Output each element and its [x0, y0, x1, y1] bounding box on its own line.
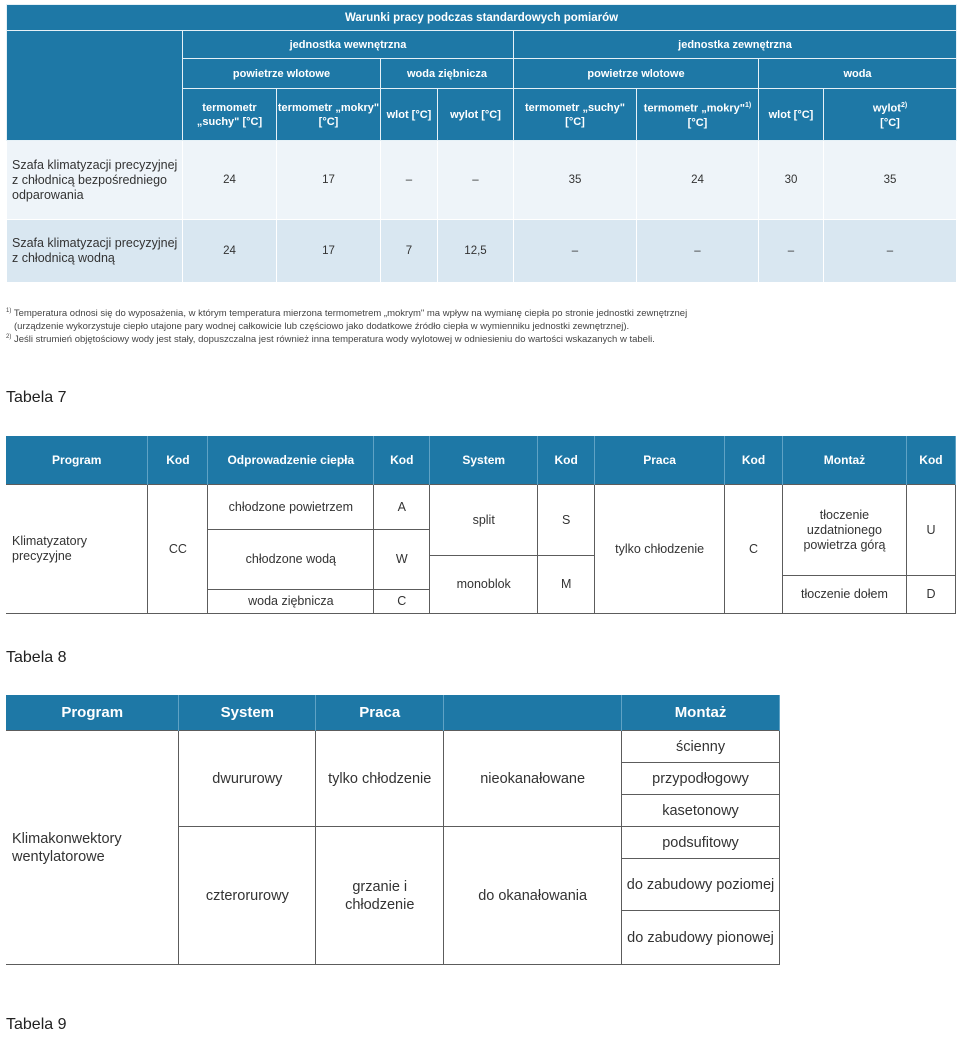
cell: 30	[759, 141, 824, 220]
footnote-1	[6, 308, 687, 319]
cell: 35	[824, 141, 957, 220]
col-dry-1: termometr „suchy" [°C]	[183, 89, 277, 141]
header-system: System	[179, 695, 316, 731]
col-outlet-2-text: wylot	[872, 102, 901, 115]
row-label: Szafa klimatyzacji precyzyjnej z chłodnicą wodną	[7, 220, 183, 283]
mount-option: kasetonowy	[622, 795, 780, 827]
cell: –	[514, 220, 637, 283]
cell: 24	[183, 141, 277, 220]
header-mount: Montaż	[783, 436, 907, 485]
header-system: System	[430, 436, 538, 485]
header-heat-rejection: Odprowadzenie ciepła	[208, 436, 374, 485]
cell: 17	[277, 141, 381, 220]
col-wet-2	[637, 89, 759, 141]
precision-ac-code-table	[6, 436, 956, 614]
header-mount: Montaż	[622, 695, 780, 731]
caption-table-7: Tabela 7	[6, 389, 67, 406]
footnote-1-mark: 1)	[6, 308, 12, 314]
cell: –	[824, 220, 957, 283]
header-code: Kod	[374, 436, 430, 485]
header-program: Program	[6, 436, 148, 485]
header-work: Praca	[316, 695, 444, 731]
work-code: C	[725, 485, 783, 614]
system-option: split	[430, 485, 538, 556]
col-dry-2: termometr „suchy" [°C]	[514, 89, 637, 141]
header-code: Kod	[538, 436, 595, 485]
cell: –	[759, 220, 824, 283]
mount-option: ścienny	[622, 731, 780, 763]
mount-option: tłoczenie uzdatnionego powietrza górą	[783, 485, 907, 576]
program-cell: Klimatyzatory precyzyjne	[6, 485, 148, 614]
mount-option: do zabudowy pionowej	[622, 911, 780, 965]
footnote-mark-1: 1)	[744, 102, 752, 110]
cell: 12,5	[438, 220, 514, 283]
work-option: tylko chłodzenie	[595, 485, 725, 614]
col-outlet-2	[824, 89, 957, 141]
col-inlet-2: wlot [°C]	[759, 89, 824, 141]
caption-table-8: Tabela 8	[6, 649, 67, 666]
heat-option: chłodzone powietrzem	[208, 485, 374, 530]
header-code: Kod	[906, 436, 955, 485]
group-outdoor: jednostka zewnętrzna	[514, 31, 957, 59]
header-code: Kod	[725, 436, 783, 485]
system-option: monoblok	[430, 556, 538, 614]
system-option: dwururowy	[179, 731, 316, 827]
group-indoor: jednostka wewnętrzna	[183, 31, 514, 59]
cell: 17	[277, 220, 381, 283]
col-wet-2-unit: [°C]	[687, 116, 708, 129]
mount-option: do zabudowy poziomej	[622, 859, 780, 911]
program-code: CC	[148, 485, 208, 614]
col-outlet-1: wylot [°C]	[438, 89, 514, 141]
header-program: Program	[6, 695, 179, 731]
footnote-mark-2: 2)	[900, 102, 908, 110]
caption-table-9: Tabela 9	[6, 1016, 67, 1033]
table-row	[7, 141, 957, 220]
header-work: Praca	[595, 436, 725, 485]
heat-option: woda ziębnicza	[208, 590, 374, 614]
heat-option: chłodzone wodą	[208, 530, 374, 590]
footnote-2-text: Jeśli strumień objętościowy wody jest stały, dopuszczalna jest również inna temperatura wody wylotowej w odniesieniu do wartości wskazanych w tabeli.	[13, 334, 655, 346]
conditions-table	[6, 4, 957, 283]
subgroup-water: woda	[759, 59, 957, 89]
col-outlet-2-unit: [°C]	[880, 116, 900, 129]
mount-option: podsufitowy	[622, 827, 780, 859]
cell: 7	[381, 220, 438, 283]
heat-code: W	[374, 530, 430, 590]
cell: –	[637, 220, 759, 283]
table-row	[7, 220, 957, 283]
row-label: Szafa klimatyzacji precyzyjnej z chłodnicą bezpośredniego odparowania	[7, 141, 183, 220]
subgroup-chilled-water: woda ziębnicza	[381, 59, 514, 89]
footnote-1-cont: (urządzenie wykorzystuje ciepło utajone pary wodnej całkowicie lub częściowo jako dodatkowe źródło ciepła w wymienniku jednostki zewnętrznej).	[14, 321, 630, 332]
cell: –	[381, 141, 438, 220]
mount-code: U	[906, 485, 955, 576]
footnote-2-mark: 2)	[6, 334, 12, 340]
mount-code: D	[906, 576, 955, 614]
col-wet-2-text: termometr „mokry"	[643, 102, 745, 115]
mount-option: przypodłogowy	[622, 763, 780, 795]
work-option: tylko chłodzenie	[316, 731, 444, 827]
subgroup-indoor-air: powietrze wlotowe	[183, 59, 381, 89]
fan-coil-table	[6, 695, 780, 965]
program-cell: Klimakonwektory wentylatorowe	[6, 731, 179, 965]
header-code: Kod	[148, 436, 208, 485]
header-type	[444, 695, 622, 731]
cell: 24	[183, 220, 277, 283]
heat-code: C	[374, 590, 430, 614]
type-option: do okanałowania	[444, 827, 622, 965]
cell: –	[438, 141, 514, 220]
cell: 35	[514, 141, 637, 220]
system-code: M	[538, 556, 595, 614]
system-option: czterorurowy	[179, 827, 316, 965]
subgroup-outdoor-air: powietrze wlotowe	[514, 59, 759, 89]
work-option: grzanie i chłodzenie	[316, 827, 444, 965]
col-inlet-1: wlot [°C]	[381, 89, 438, 141]
mount-option: tłoczenie dołem	[783, 576, 907, 614]
system-code: S	[538, 485, 595, 556]
heat-code: A	[374, 485, 430, 530]
footnote-2	[6, 334, 655, 345]
col-wet-1: termometr „mokry" [°C]	[277, 89, 381, 141]
type-option: nieokanałowane	[444, 731, 622, 827]
header-corner	[7, 31, 183, 141]
cell: 24	[637, 141, 759, 220]
conditions-table-title: Warunki pracy podczas standardowych pomiarów	[7, 5, 957, 31]
footnote-1-text: Temperatura odnosi się do wyposażenia, w którym temperatura mierzona termometrem „mokrym" ma wpływ na wymianę ciepła po stronie jednostki zewnętrznej	[13, 308, 688, 320]
